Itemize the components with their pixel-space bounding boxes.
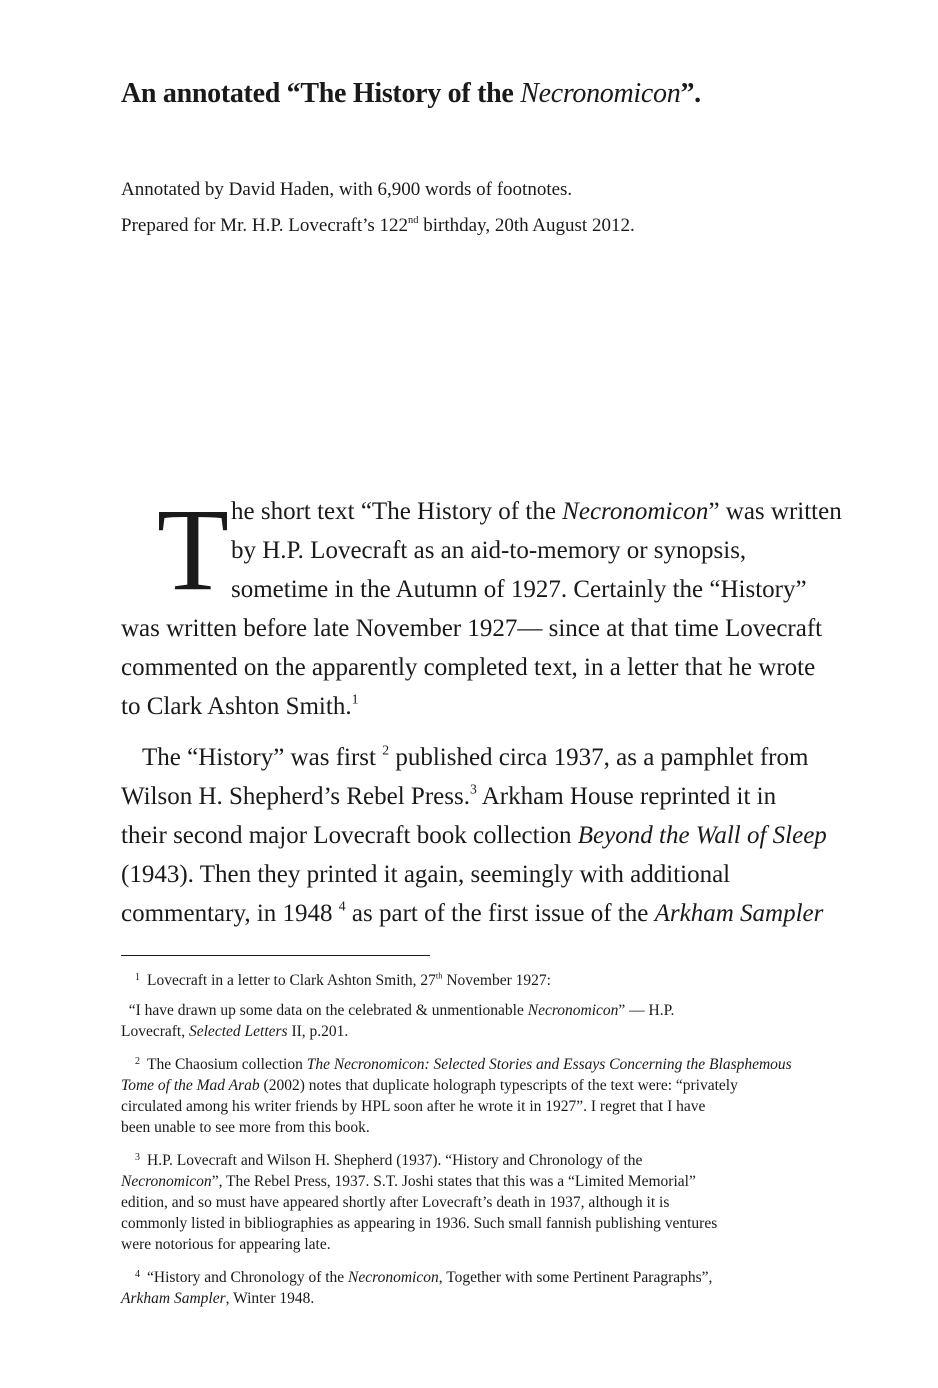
footnote-number: 3	[135, 1152, 140, 1163]
paragraph-line: he short text “The History of the Necronomicon” was written	[231, 498, 842, 525]
paragraph-line: commentary, in 1948 $^4$ as part of the first issue of the Arkham Sampler	[121, 898, 824, 927]
footnotes	[121, 967, 861, 1318]
footnote-4: $^4$ “History and Chronology of the Necronomicon, Together with some Pertinent Paragraphs”, Arkham Sampler, Winter 1948.	[121, 1269, 713, 1307]
paragraph-line: was written before late November 1927— since at that time Lovecraft	[121, 615, 823, 642]
paragraph-line: The “History” was first $^2$ published circa 1937, as a pamphlet from	[142, 742, 809, 771]
document-meta	[121, 172, 635, 244]
prepared-line: Prepared for Mr. H.P. Lovecraft’s 122nd birthday, 20th August 2012.	[121, 215, 635, 236]
paragraph-1	[121, 484, 861, 726]
footnote-ref-4[interactable]: 4	[338, 898, 346, 914]
paragraph-line: by H.P. Lovecraft as an aid-to-memory or synopsis,	[231, 537, 747, 564]
footnote-number: 2	[135, 1056, 140, 1067]
footnote-divider	[121, 955, 430, 956]
paragraph-line: Wilson H. Shepherd’s Rebel Press.$^3$ Arkham House reprinted it in	[121, 781, 777, 810]
paragraph-line: to Clark Ashton Smith.$^1$	[121, 691, 359, 720]
footnote-3: $^3$ H.P. Lovecraft and Wilson H. Shepherd (1937). “History and Chronology of the Necronomicon”, The Rebel Press, 1937. S.T. Joshi states that this was a “Limited Memorial” edition, and so must have appeared shortly after Lovecraft’s death in 1937, although it is commonly listed in bibliographies as appearing in 1936. Such small fannish publishing ventures were notorious for appearing late.	[121, 1152, 718, 1253]
paragraph-line: (1943). Then they printed it again, seemingly with additional	[121, 861, 731, 888]
footnote-1: $^1$ Lovecraft in a letter to Clark Ashton Smith, 27th November 1927:	[121, 967, 861, 991]
title-italic: Necronomicon	[520, 78, 681, 109]
drop-cap: T	[156, 484, 229, 615]
footnote-ref-3[interactable]: 3	[469, 781, 477, 797]
paragraph-line: their second major Lovecraft book collection Beyond the Wall of Sleep	[121, 822, 827, 849]
footnote-1-quote: “I have drawn up some data on the celebrated & unmentionable Necronomicon” — H.P. Lovecraft, Selected Letters II, p.201.	[121, 1002, 675, 1040]
paragraph-line: commented on the apparently completed text, in a letter that he wrote	[121, 654, 816, 681]
footnote-ref-1[interactable]: 1	[351, 691, 359, 707]
paragraph-2	[121, 738, 861, 933]
footnote-number: 4	[135, 1269, 140, 1280]
paragraph-line: sometime in the Autumn of 1927. Certainly the “History”	[231, 576, 807, 603]
footnote-2: $^2$ The Chaosium collection The Necronomicon: Selected Stories and Essays Concerning the Blasphemous Tome of the Mad Arab (2002) notes that duplicate holograph typescripts of the text were: “privately circulated among his writer friends by HPL soon after he wrote it in 1927”. I regret that I have been unable to see more from this book.	[121, 1056, 792, 1136]
footnote-number: 1	[135, 972, 140, 983]
annotator-line: Annotated by David Haden, with 6,900 words of footnotes.	[121, 179, 573, 200]
document-title: An annotated “The History of the Necronomicon”.	[121, 78, 701, 109]
footnote-ref-2[interactable]: 2	[382, 742, 390, 758]
